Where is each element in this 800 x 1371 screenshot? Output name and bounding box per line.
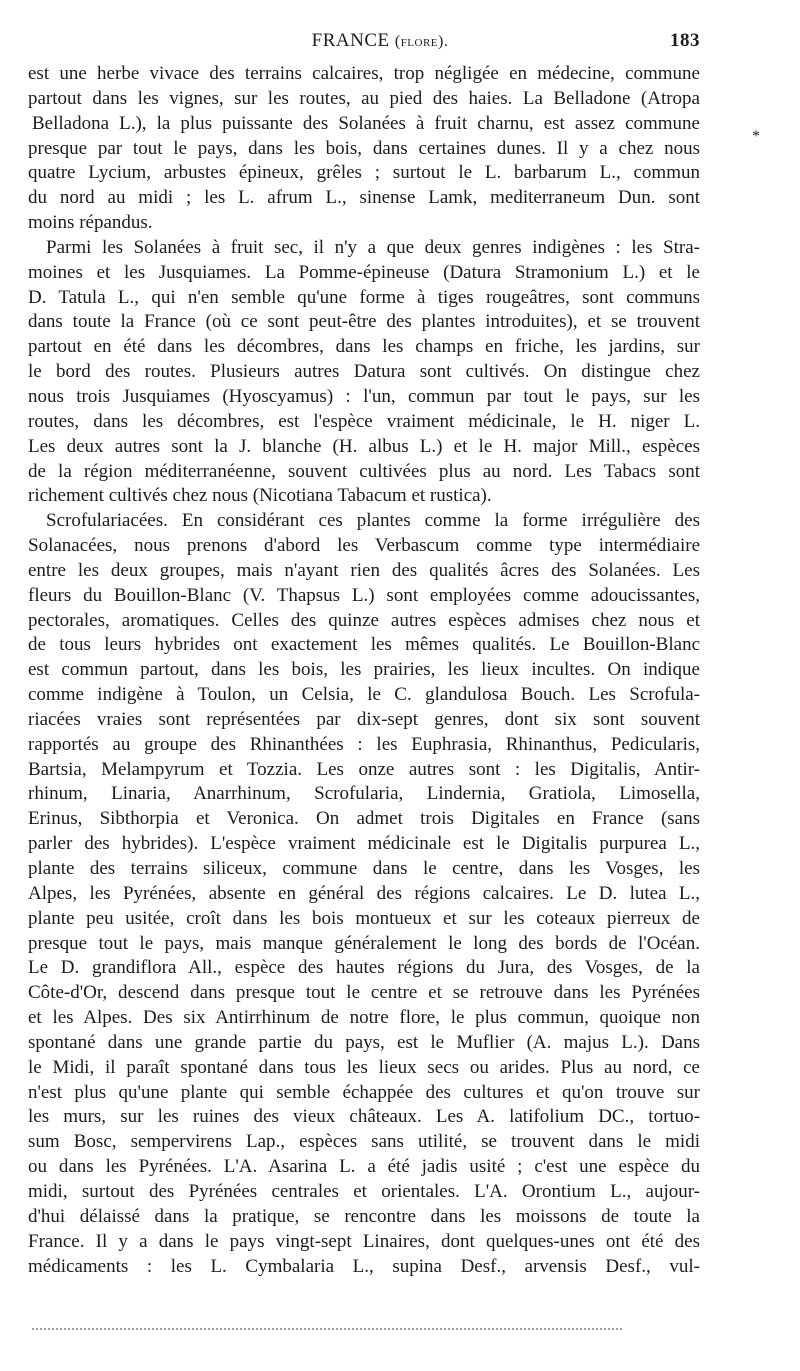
text-line: rhinum, Linaria, Anarrhinum, Scrofularia, Lindernia, Gratiola, Limosella, <box>28 783 700 805</box>
text-line: Alpes, les Pyrénées, absente en général des régions calcaires. Le D. lutea L., <box>28 882 700 904</box>
text-line: routes, dans les décombres, est l'espèce vraiment médicinale, le H. niger L. <box>28 410 700 432</box>
page-body-text <box>28 62 700 1304</box>
text-line: le Midi, il paraît spontané dans tous les lieux secs ou arides. Plus au nord, ce <box>28 1056 700 1078</box>
text-line: moins répandus. <box>28 212 153 234</box>
text-line: richement cultivés chez nous (Nicotiana Tabacum et rustica). <box>28 485 492 507</box>
text-line: midi, surtout des Pyrénées centrales et orientales. L'A. Orontium L., aujour- <box>28 1180 700 1202</box>
text-line: pectorales, aromatiques. Celles des quinze autres espèces admises chez nous et <box>28 609 700 631</box>
text-line: Les deux autres sont la J. blanche (H. albus L.) et le H. major Mill., espèces <box>28 435 700 457</box>
text-line: rapportés au groupe des Rhinanthées : les Euphrasia, Rhinanthus, Pedicularis, <box>28 733 700 755</box>
text-line: parler des hybrides). L'espèce vraiment médicinale est le Digitalis purpurea L., <box>28 833 700 855</box>
text-line: D. Tatula L., qui n'en semble qu'une forme à tiges rougeâtres, sont communs <box>28 286 700 308</box>
text-line: et les Alpes. Des six Antirrhinum de notre flore, le plus commun, quoique non <box>28 1007 700 1029</box>
text-line: France. Il y a dans le pays vingt-sept Linaires, dont quelques-unes ont été des <box>28 1230 700 1252</box>
text-line: dans toute la France (où ce sont peut-être des plantes introduites), et se trouvent <box>28 311 700 333</box>
text-line: le bord des routes. Plusieurs autres Datura sont cultivés. On distingue chez <box>28 361 700 383</box>
text-line: partout en été dans les décombres, dans les champs en friche, les jardins, sur <box>28 336 700 358</box>
text-line <box>28 1279 700 1304</box>
text-line: moines et les Jusquiames. La Pomme-épineuse (Datura Stramonium L.) et le <box>28 261 700 283</box>
text-line: de la région méditerranéenne, souvent cultivées plus au nord. Les Tabacs sont <box>28 460 700 482</box>
text-line: Scrofulariacées. En considérant ces plantes comme la forme irrégulière des <box>46 510 700 532</box>
page-number: 183 <box>670 30 700 51</box>
text-line: partout dans les vignes, sur les routes, au pied des haies. La Belladone (Atropa <box>28 87 700 109</box>
bottom-scan-artifact <box>32 1328 622 1330</box>
text-line: d'hui délaissé dans la pratique, se rencontre dans les moissons de toute la <box>28 1205 700 1227</box>
running-title <box>60 30 700 52</box>
running-title-main: FRANCE <box>311 30 390 51</box>
text-line: plante des terrains siliceux, commune dans le centre, dans les Vosges, les <box>28 858 700 879</box>
text-line: est commun partout, dans les bois, les prairies, les lieux incultes. On indique <box>28 659 700 681</box>
text-line: est une herbe vivace des terrains calcaires, trop négligée en médecine, commune <box>28 63 700 84</box>
text-line: Le D. grandiflora All., espèce des hautes régions du Jura, des Vosges, de la <box>28 957 700 979</box>
text-line: nous trois Jusquiames (Hyoscyamus) : l'un, commun par tout le pays, sur les <box>28 385 700 407</box>
text-line: fleurs du Bouillon-Blanc (V. Thapsus L.) sont employées comme adoucissantes, <box>28 584 700 606</box>
text-line: Erinus, Sibthorpia et Veronica. On admet trois Digitales en France (sans <box>28 808 700 830</box>
text-line: comme indigène à Toulon, un Celsia, le C. glandulosa Bouch. Les Scrofula- <box>28 684 700 706</box>
running-title-paren: (flore). <box>394 33 449 50</box>
text-line: n'est plus qu'une plante qui semble échappée des cultures et qu'on trouve sur <box>28 1081 700 1103</box>
running-header <box>60 30 700 56</box>
text-line: plante peu usitée, croît dans les bois montueux et sur les coteaux pierreux de <box>28 907 700 929</box>
text-line: ou dans les Pyrénées. L'A. Asarina L. a été jadis usité ; c'est une espèce du <box>28 1156 700 1178</box>
text-line: de tous leurs hybrides ont exactement les mêmes qualités. Le Bouillon-Blanc <box>28 634 700 656</box>
text-line: Solanacées, nous prenons d'abord les Verbascum comme type intermédiaire <box>28 535 700 557</box>
text-line: médicaments : les L. Cymbalaria L., supina Desf., arvensis Desf., vul- <box>28 1255 700 1277</box>
text-line: les murs, sur les ruines des vieux châteaux. Les A. latifolium DC., tortuo- <box>28 1106 700 1128</box>
text-line: Belladona L.), la plus puissante des Solanées à fruit charnu, est assez commune <box>32 112 700 134</box>
text-line: entre les deux groupes, mais n'ayant rien des qualités âcres des Solanées. Les <box>28 559 700 581</box>
text-line: quatre Lycium, arbustes épineux, grêles ; surtout le L. barbarum L., commun <box>28 162 700 184</box>
margin-mark: * <box>752 128 760 145</box>
text-line: du nord au midi ; les L. afrum L., sinense Lamk, mediterraneum Dun. sont <box>28 187 700 209</box>
text-line: spontané dans une grande partie du pays, est le Muflier (A. majus L.). Dans <box>28 1031 700 1053</box>
text-line: riacées vraies sont représentées par dix-sept genres, dont six sont souvent <box>28 708 700 730</box>
text-line: sum Bosc, sempervirens Lap., espèces sans utilité, se trouvent dans le midi <box>28 1131 700 1153</box>
text-line: Côte-d'Or, descend dans presque tout le centre et se retrouve dans les Pyrénées <box>28 982 700 1004</box>
text-line: presque tout le pays, mais manque généralement le long des bords de l'Océan. <box>28 932 700 954</box>
text-line: Parmi les Solanées à fruit sec, il n'y a que deux genres indigènes : les Stra- <box>46 236 700 258</box>
text-line: Bartsia, Melampyrum et Tozzia. Les onze autres sont : les Digitalis, Antir- <box>28 758 700 780</box>
text-line: presque par tout le pays, dans les bois, dans certaines dunes. Il y a chez nous <box>28 137 700 159</box>
